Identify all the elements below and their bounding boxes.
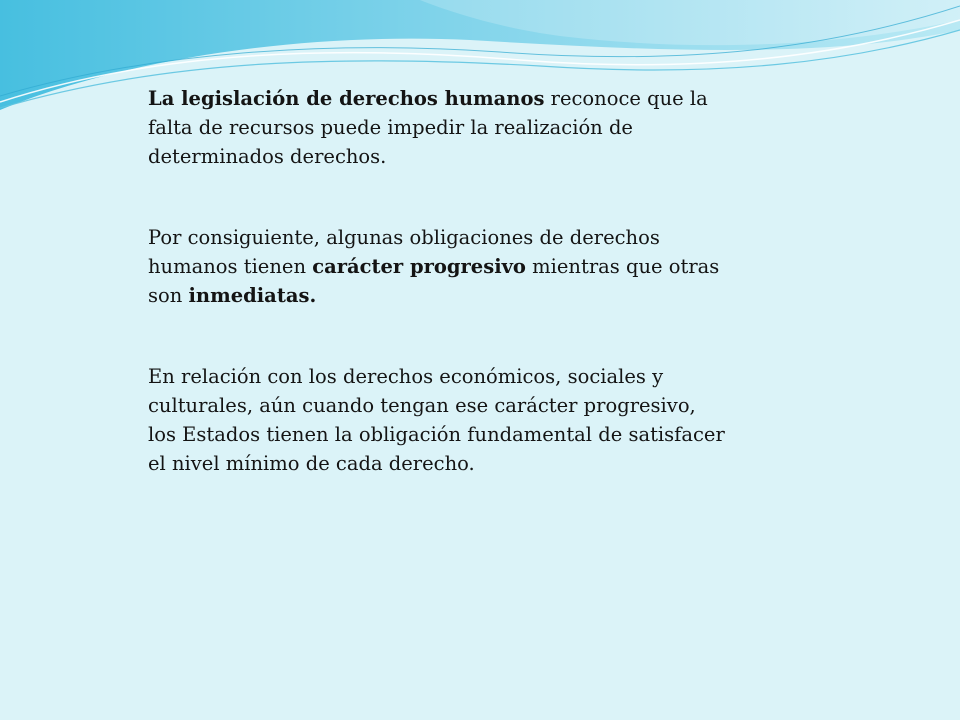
paragraph-2-bold-2: inmediatas. [188,284,317,307]
paragraph-2 [148,223,728,310]
paragraph-2-text-1: Por consiguiente, algunas obligaciones de derechos humanos tienen [148,226,660,278]
paragraph-2-bold-1: carácter progresivo [312,255,526,278]
paragraph-1-text: reconoce que la falta de recursos puede impedir la realización de determinados derechos. [148,87,708,168]
slide-body [148,84,728,478]
paragraph-1-bold: La legislación de derechos humanos [148,87,545,110]
paragraph-1 [148,84,728,171]
paragraph-2-text-2: mientras que otras son [148,255,720,307]
paragraph-3-text: En relación con los derechos económicos, sociales y culturales, aún cuando tengan ese carácter progresivo, los Estados tienen la obligación fundamental de satisfacer el nivel mínimo de cada derecho. [148,365,725,475]
paragraph-3 [148,362,728,478]
